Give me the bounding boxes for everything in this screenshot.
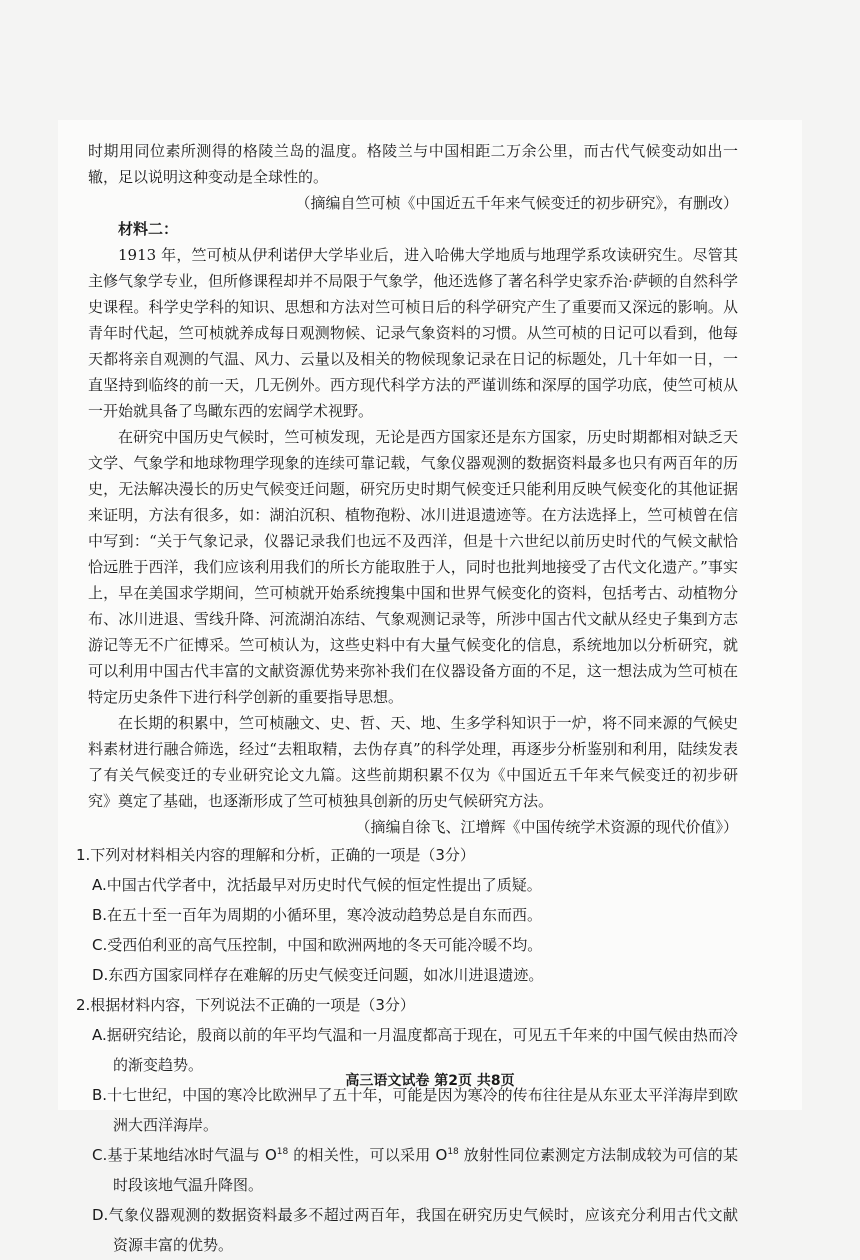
material2-paragraph-1: 1913 年，竺可桢从伊利诺伊大学毕业后，进入哈佛大学地质与地理学系攻读研究生。尽管其主修气象学专业，但所修课程却并不局限于气象学，他还选修了著名科学史家乔治·萨顿的自然科学史课程。科学史学科的知识、思想和方法对竺可桢日后的科学研究产生了重要而又深远的影响。从青年时代起，竺可桢就养成每日观测物候、记录气象资料的习惯。从竺可桢的日记可以看到，他每天都将亲自观测的气温、风力、云量以及相关的物候现象记录在日记的标题处，几十年如一日，一直坚持到临终的前一天，几无例外。西方现代科学方法的严谨训练和深厚的国学功底，使竺可桢从一开始就具备了鸟瞰东西的宏阔学术视野。 xyxy=(88,246,738,420)
option-c-suffix: 放射性同位素测定方法制成较为可信的某时段该地气温升降图。 xyxy=(113,1146,739,1194)
question-1-option-a: A.中国古代学者中，沈括最早对历史时代气候的恒定性提出了质疑。 xyxy=(92,876,542,894)
question-2-option-b: B.十七世纪，中国的寒冷比欧洲早了五十年，可能是因为寒冷的传布往往是从东亚太平洋海岸到欧洲大西洋海岸。 xyxy=(92,1086,738,1134)
option-c-middle: 的相关性，可以采用 O xyxy=(288,1146,448,1164)
question-2-stem: 2.根据材料内容，下列说法不正确的一项是（3分） xyxy=(76,996,415,1014)
question-2-option-d: D.气象仪器观测的数据资料最多不超过两百年，我国在研究历史气候时，应该充分利用古代文献资源丰富的优势。 xyxy=(92,1206,738,1254)
material1-tail: 时期用同位素所测得的格陵兰岛的温度。格陵兰与中国相距二万余公里，而古代气候变动如出一辙，足以说明这种变动是全球性的。 xyxy=(88,142,738,186)
material1-source: （摘编自竺可桢《中国近五千年来气候变迁的初步研究》，有删改） xyxy=(295,194,738,212)
material2-paragraph-3: 在长期的积累中，竺可桢融文、史、哲、天、地、生多学科知识于一炉，将不同来源的气候史料素材进行融合筛选，经过“去粗取精，去伪存真”的科学处理，再逐步分析鉴别和利用，陆续发表了有关气候变迁的专业研究论文九篇。这些前期积累不仅为《中国近五千年来气候变迁的初步研究》奠定了基础，也逐渐形成了竺可桢独具创新的历史气候研究方法。 xyxy=(88,714,738,810)
question-1-option-c: C.受西伯利亚的高气压控制，中国和欧洲两地的冬天可能冷暖不均。 xyxy=(92,936,543,954)
isotope-superscript-2: 18 xyxy=(447,1147,459,1157)
question-1-stem: 1.下列对材料相关内容的理解和分析，正确的一项是（3分） xyxy=(76,846,475,864)
isotope-superscript-1: 18 xyxy=(276,1147,289,1157)
question-2-option-a: A.据研究结论，殷商以前的年平均气温和一月温度都高于现在，可见五千年来的中国气候由热而冷的渐变趋势。 xyxy=(92,1026,738,1074)
question-1-option-b: B.在五十至一百年为周期的小循环里，寒冷波动趋势总是自东而西。 xyxy=(92,906,543,924)
question-1-option-d: D.东西方国家同样存在难解的历史气候变迁问题，如冰川进退遗迹。 xyxy=(92,966,544,984)
question-2-option-c xyxy=(92,1140,738,1200)
page-footer: 高三语文试卷 第2页 共8页 xyxy=(345,1073,515,1089)
material2-paragraph-2: 在研究中国历史气候时，竺可桢发现，无论是西方国家还是东方国家，历史时期都相对缺乏天文学、气象学和地球物理学现象的连续可靠记载，气象仪器观测的数据资料最多也只有两百年的历史，无法解决漫长的历史气候变迁问题，研究历史时期气候变迁只能利用反映气候变化的其他证据来证明，方法有很多，如：湖泊沉积、植物孢粉、冰川进退遗迹等。在方法选择上，竺可桢曾在信中写到：“关于气象记录，仪器记录我们也远不及西洋，但是十六世纪以前历史时代的气候文献恰恰远胜于西洋，我们应该利用我们的所长方能取胜于人，同时也批判地接受了古代文化遗产。”事实上，早在美国求学期间，竺可桢就开始系统搜集中国和世界气候变化的资料，包括考古、动植物分布、冰川进退、雪线升降、河流湖泊冻结、气象观测记录等，所涉中国古代文献从经史子集到方志游记等无不广征博采。竺可桢认为，这些史料中有大量气候变化的信息，系统地加以分析研究，就可以利用中国古代丰富的文献资源优势来弥补我们在仪器设备方面的不足，这一想法成为竺可桢在特定历史条件下进行科学创新的重要指导思想。 xyxy=(88,428,738,706)
option-c-prefix: C.基于某地结冰时气温与 O xyxy=(92,1146,277,1164)
material2-heading: 材料二： xyxy=(118,220,179,238)
exam-content xyxy=(76,138,739,1260)
material2-source: （摘编自徐飞、江增辉《中国传统学术资源的现代价值》） xyxy=(355,818,738,836)
